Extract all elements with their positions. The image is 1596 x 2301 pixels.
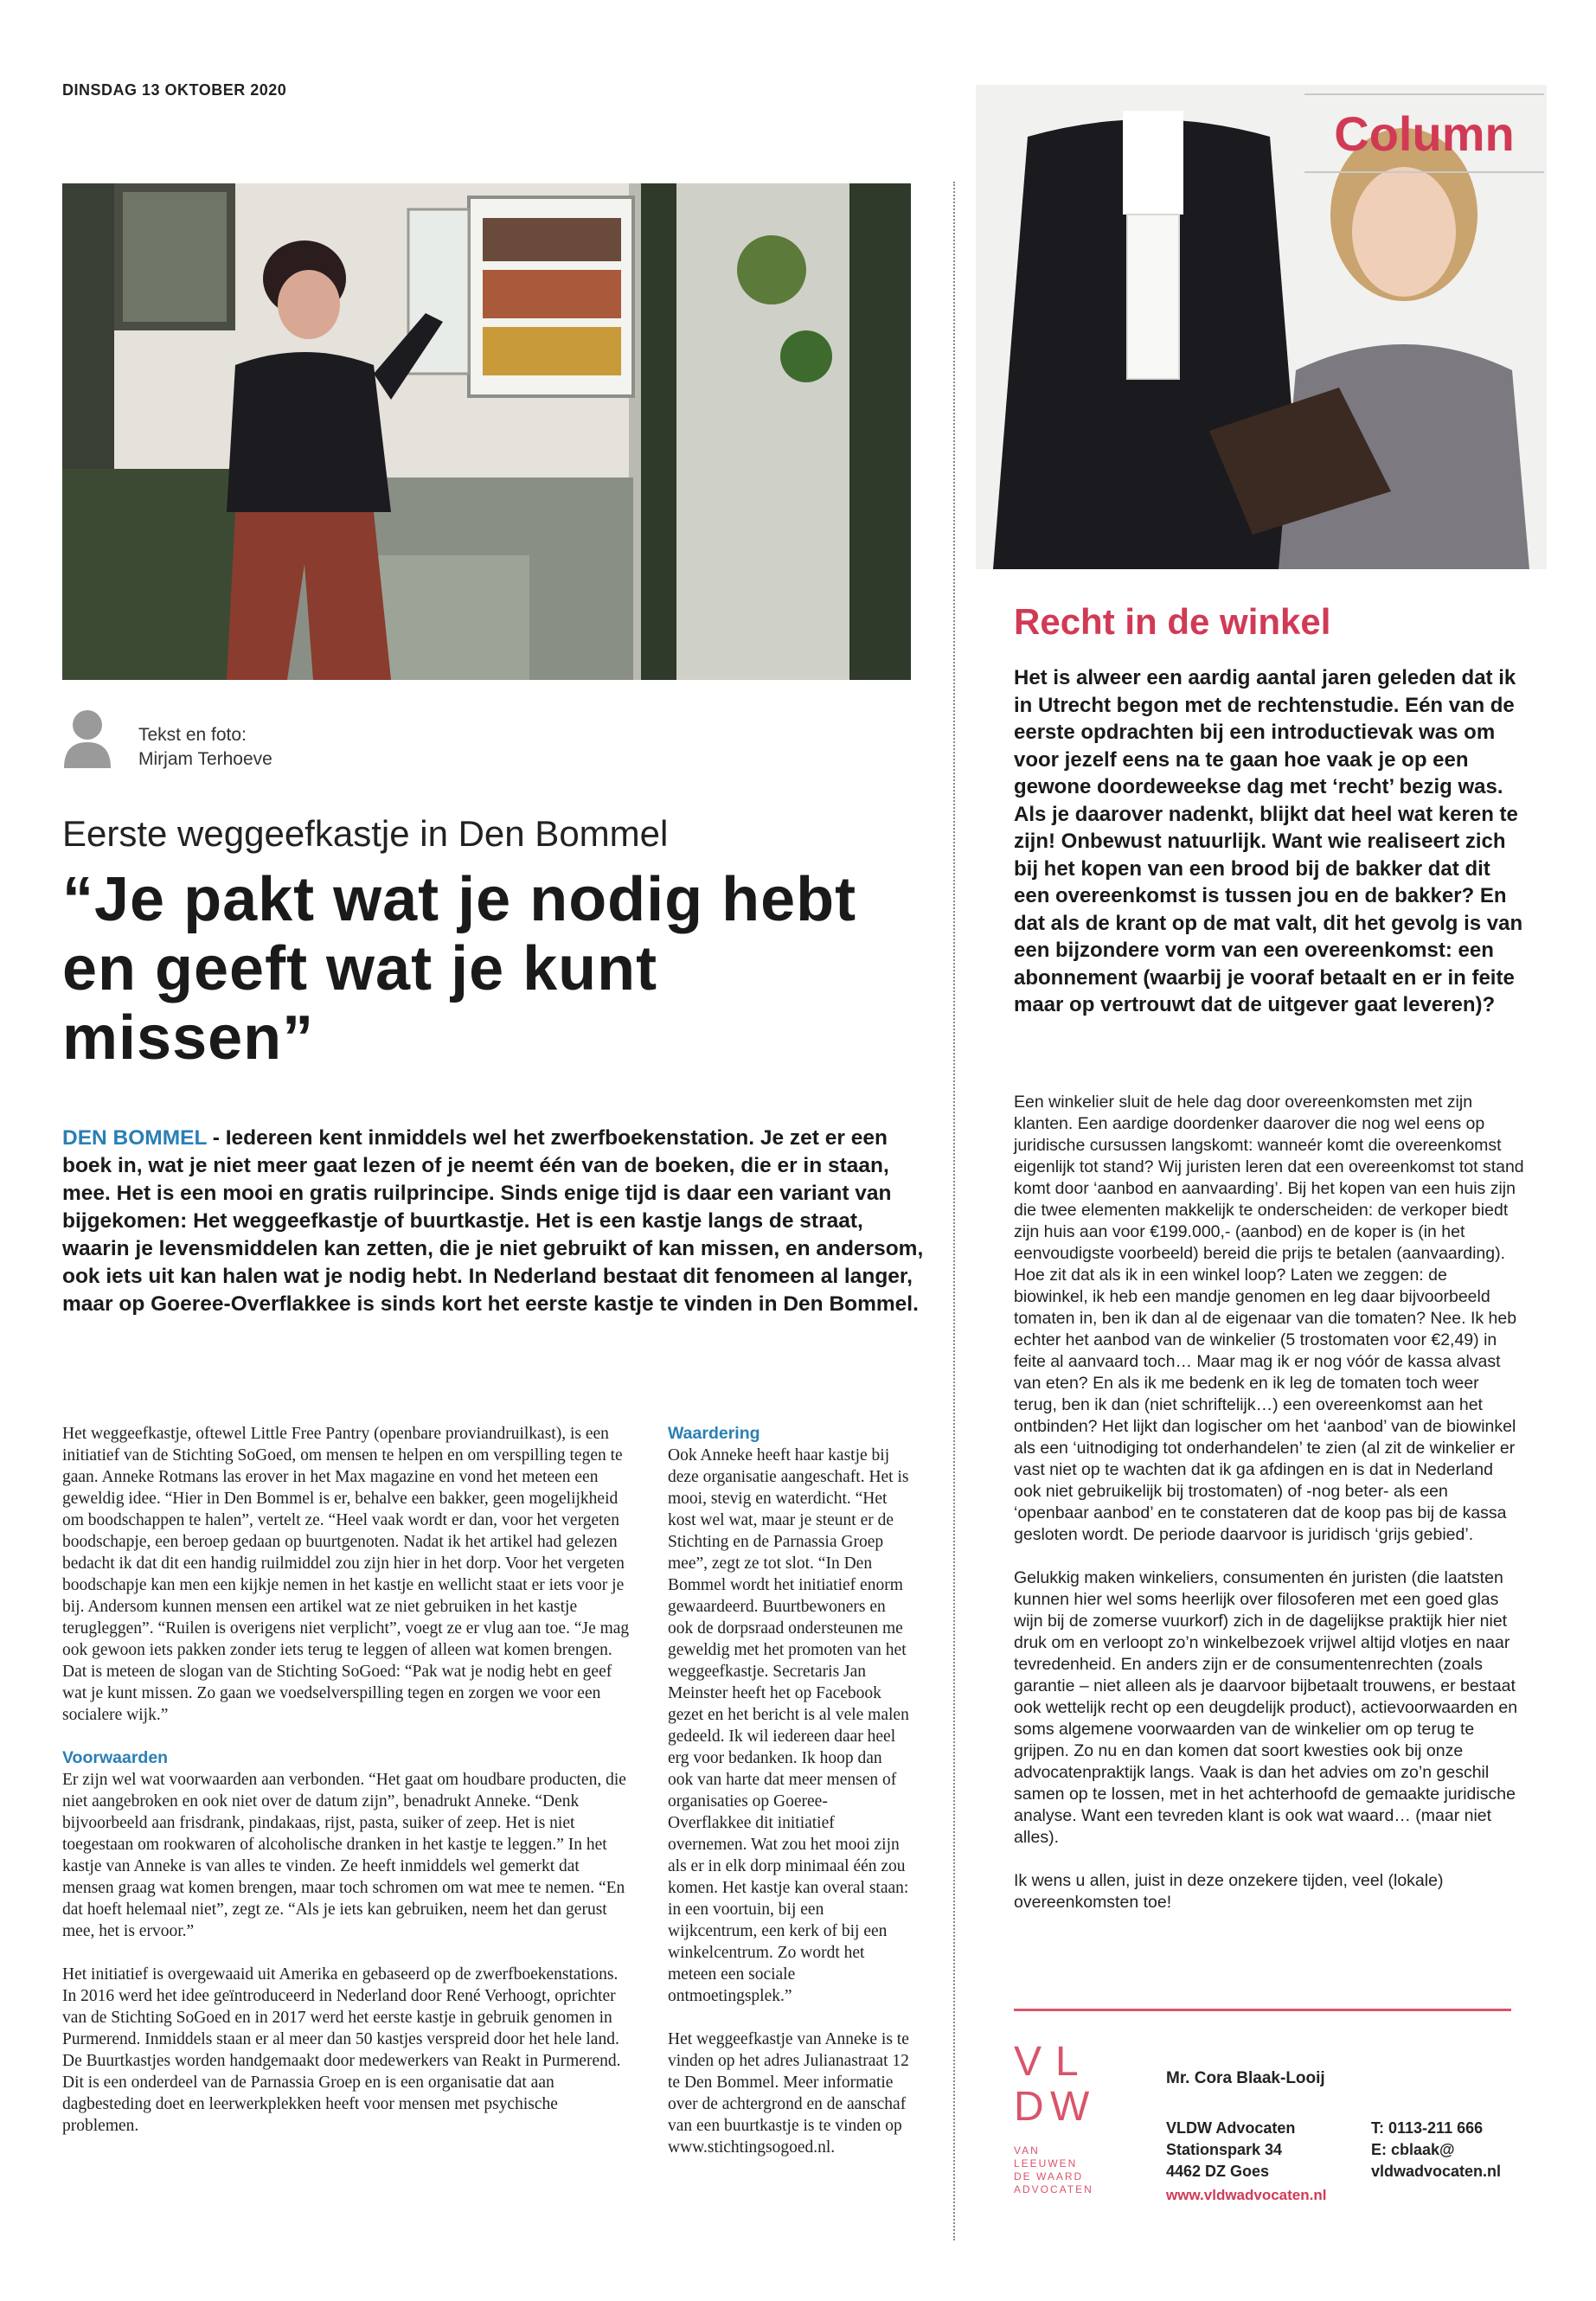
- logo-letter-l: L: [1055, 2039, 1079, 2085]
- subheading-waardering: Waardering: [668, 1424, 760, 1443]
- vldw-logo: [1012, 2037, 1116, 2210]
- article-headline: “Je pakt wat je nodig hebt en geeft wat je kunt missen”: [62, 865, 857, 1073]
- logo-word: DE WAARD: [1014, 2170, 1084, 2182]
- logo-word: VAN: [1014, 2144, 1040, 2157]
- subheading-voorwaarden: Voorwaarden: [62, 1748, 169, 1767]
- body-paragraph: Ook Anneke heeft haar kastje bij deze organisatie aangeschaft. Het is mooi, stevig en waterdicht. “Het kost wel wat, maar je steunt er de Stichting en de Parnassia Groep mee”, zegt ze tot slot. “In Den Bommel wordt het initiatief enorm gewaardeerd. Buurtbewoners en ook de dorpsraad ondersteunen me geweldig met het promoten van het weggeefkastje. Secretaris Jan Meinster heeft het op Facebook gezet en het bericht is al vele malen gedeeld. Ik wil iedereen daar heel erg voor bedanken. Ik hoop dan ook van harte dat meer mensen of organisaties op Goeree-Overflakkee dit initiatief overnemen. Wat zou het mooi zijn als er in elk dorp minimaal één zou komen. Het kastje kan overal staan: in een voortuin, bij een wijkcentrum, een kerk of bij een winkelcentrum. Zo wordt het meteen een sociale ontmoetingsplek.”: [668, 1446, 909, 2005]
- article-photo: [62, 183, 911, 680]
- column-paragraph: Ik wens u allen, juist in deze onzekere tijden, veel (lokale) overeenkomsten toe!: [1014, 1871, 1444, 1912]
- logo-word: ADVOCATEN: [1014, 2183, 1093, 2195]
- logo-word: LEEUWEN: [1014, 2157, 1078, 2170]
- logo-letter-d: D: [1014, 2084, 1044, 2130]
- article-body-right: [668, 1423, 910, 2180]
- body-paragraph: Er zijn wel wat voorwaarden aan verbonden. “Het gaat om houdbare producten, die niet aangebroken en ook niet over de datum zijn”, benadrukt Anneke. “Denk bijvoorbeeld aan frisdrank, pindakaas, rijst, pasta, suiker of zeep. Het is niet toegestaan om rookwaren of alcoholische dranken in het kastje te leggen.” In het kastje van Anneke is van alles te vinden. Ze heeft inmiddels wel gemerkt dat mensen graag wat komen brengen, maar toch schromen om wat mee te nemen. “En dat hoeft helemaal niet”, zegt ze. “Als je iets kan gebruiken, neem het dan gerust mee, het is ervoor.”: [62, 1771, 626, 1940]
- byline-author: Mirjam Terhoeve: [138, 749, 272, 769]
- contact-block: [1371, 2118, 1501, 2182]
- dateline: DEN BOMMEL: [62, 1126, 207, 1150]
- website-link[interactable]: www.vldwadvocaten.nl: [1166, 2187, 1327, 2203]
- email-line1[interactable]: E: cblaak@: [1371, 2141, 1455, 2158]
- article-lead: [62, 1125, 927, 1318]
- body-paragraph: Het weggeefkastje van Anneke is te vinden op het adres Julianastraat 12 te Den Bommel. Meer informatie over de achtergrond en de aanschaf van een buurtkastje is te vinden op www.stichtingsogoed.nl.: [668, 2030, 909, 2157]
- article-kicker: Eerste weggeefkastje in Den Bommel: [62, 813, 669, 854]
- column-paragraph: Een winkelier sluit de hele dag door overeenkomsten met zijn klanten. Een aardige doordenker daarover die nog wel eens op juridische cursussen langskomt: wanneér komt die overeenkomst eigenlijk tot stand? Wij juristen leren dat een overeenkomst tot stand komt door ‘aanbod en aanvaarding’. Bij het kopen van een huis zijn die twee elementen makkelijk te onderscheiden: de verkoper biedt zijn huis aan voor €199.000,- (aanbod) en de koper is (in het eenvoudigste voorbeeld) bereid die prijs te betalen (aanvaarding). Hoe zit dat als ik in een winkel loop? Laten we zeggen: de biowinkel, ik heb een mandje genomen en leg daar bijvoorbeeld tomaten in, ben ik dan al de eigenaar van die tomaten? Nee. Ik heb echter het aanbod van de winkelier (5 trostomaten voor €2,49) in feite al aanvaard toch… Maar mag ik er nog vóór de kassa alvast van eten? En als ik me bedenk en ik leg de tomaten toch weer terug, ben ik dan (niet schriftelijk…) een overeenkomst aan het ontbinden? Het lijkt dan logischer om het ‘aanbod’ van de biowinkel als een ‘uitnodiging tot onderhandelen’ te zien (al zit de winkelier er vast niet op te wachten dat ik ga afdingen en is dat in Nederland ook niet gebruikelijk bij trostomaten) of -nog beter- als een ‘openbaar aanbod’ en te constateren dat de koop pas bij de kassa gesloten wordt. De periode daarvoor is juridisch ‘grijs gebied’.: [1014, 1093, 1524, 1544]
- body-paragraph: Het initiatief is overgewaaid uit Amerika en gebaseerd op de zwerfboekenstations. In 2016 werd het idee geïntroduceerd in Nederland door René Verhoogt, oprichter van de Stichting SoGoed en in 2017 werd het eerste kastje in gebruik genomen in Purmerend. Inmiddels staan er al meer dan 50 kastjes verspreid door het hele land. De Buurtkastjes worden handgemaakt door medewerkers van Reakt in Purmerend. Dit is een onderdeel van de Parnassia Groep en is een organisatie dat aan dagbesteding doet en leerwerkplekken heeft voor mensen met psychische problemen.: [62, 1965, 621, 2135]
- person-icon: [62, 708, 112, 768]
- byline: [138, 723, 272, 772]
- issue-date: DINSDAG 13 OKTOBER 2020: [62, 81, 287, 99]
- logo-letter-w: W: [1050, 2084, 1090, 2130]
- byline-label: Tekst en foto:: [138, 725, 247, 745]
- street: Stationspark 34: [1166, 2141, 1283, 2158]
- address-block: [1166, 2118, 1295, 2182]
- column-label: Column: [1334, 106, 1515, 161]
- postcode-city: 4462 DZ Goes: [1166, 2163, 1270, 2180]
- author-name: Mr. Cora Blaak-Looij: [1166, 2069, 1325, 2087]
- column-body: [1014, 1092, 1524, 1935]
- phone: T: 0113-211 666: [1371, 2119, 1484, 2137]
- column-title: Recht in de winkel: [1014, 601, 1331, 642]
- body-paragraph: Het weggeefkastje, oftewel Little Free Pantry (openbare proviandruilkast), is een initiatief van de Stichting SoGoed, om mensen te helpen en om verspilling tegen te gaan. Anneke Rotmans las erover in het Max magazine en vond het meteen een geweldig idee. “Hier in Den Bommel is er, behalve een bakker, geen mogelijkheid om boodschappen te halen”, vertelt ze. “Heel vaak wordt er dan, voor het vergeten boodschapje, een beroep gedaan op buurtgenoten. Nadat ik het artikel had gelezen bedacht ik dat dit een handig ruilmiddel zou zijn hier in het dorp. Voor het vergeten boodschapje kan men een kijkje nemen in het kastje en wellicht staat er iets voor je bij. Andersom kunnen mensen een artikel wat ze niet gebruiken in het kastje terugleggen”. “Ruilen is overigens niet verplicht”, voegt ze er vlug aan toe. “Je mag ook gewoon iets pakken zonder iets terug te leggen of alleen wat komen brengen. Dat is meteen de slogan van de Stichting SoGoed: “Pak wat je nodig hebt en geef wat je kunt missen. Zo gaan we voedselverspilling tegen en zorgen we voor een socialere wijk.”: [62, 1425, 630, 1724]
- column-paragraph: Gelukkig maken winkeliers, consumenten én juristen (die laatsten kunnen hier wel soms heerlijk over filosoferen met een goed glas wijn bij de zomerse vuurkorf) zich in de dagelijkse praktijk hier niet druk om en verloopt zo’n winkelbezoek vrijwel altijd vlotjes en naar tevredenheid. En anders zijn er de consumentenrechten (zoals garantie – niet alleen als je daarvoor bijbetaalt trouwens, er bestaat ook wettelijk recht op een deugdelijk product), actievoorwaarden en soms algemene voorwaarden van de winkelier om op terug te grijpen. Zo nu en dan komen dat soort kwesties ook bij onze advocatenpraktijk langs. Vaak is dan het advies om zo’n geschil samen op te lossen, met in het achterhoofd de gemaakte juridische analyse. Want een tevreden klant is ook wat waard… (maar niet alles).: [1014, 1568, 1518, 1847]
- column-lead: Het is alweer een aardig aantal jaren geleden dat ik in Utrecht begon met de rechtenstudie. Eén van de eerste opdrachten bij een introductievak was om voor jezelf eens na te gaan hoe vaak je op een gewone doordeweekse dag met ‘recht’ bezig was. Als je daarover nadenkt, blijkt dat heel wat keren te zijn! Onbewust natuurlijk. Want wie realiseert zich bij het kopen van een brood bij de bakker dat dit een overeenkomst is tussen jou en de bakker? En dat als de krant op de mat valt, dit het gevolg is van een bijzondere vorm van een overeenkomst: een abonnement (waarbij je vooraf betaalt en er in feite maar op vertrouwt dat de uitgever gaat leveren)?: [1014, 666, 1523, 1016]
- email-line2[interactable]: vldwadvocaten.nl: [1371, 2163, 1502, 2180]
- article-body-left: [62, 1423, 633, 2158]
- lead-text: - Iedereen kent inmiddels wel het zwerfboekenstation. Je zet er een boek in, wat je niet meer gaat lezen of je neemt één van de boeken, die er in staan, mee. Het is een mooi en gratis ruilprincipe. Sinds enige tijd is daar een variant van bijgekomen: Het weggeefkastje of buurtkastje. Het is een kastje langs de straat, waarin je levensmiddelen kan zetten, die je niet gebruikt of kan missen, en andersom, ook iets uit kan halen wat je nodig hebt. In Nederland bestaat dit fenomeen al langer, maar op Goeree-Overflakkee is sinds kort het eerste kastje te vinden in Den Bommel.: [62, 1126, 924, 1316]
- footer-rule: [1014, 2009, 1511, 2011]
- firm-name: VLDW Advocaten: [1166, 2119, 1296, 2137]
- column-divider: [953, 182, 955, 2240]
- logo-letter-v: V: [1014, 2039, 1042, 2085]
